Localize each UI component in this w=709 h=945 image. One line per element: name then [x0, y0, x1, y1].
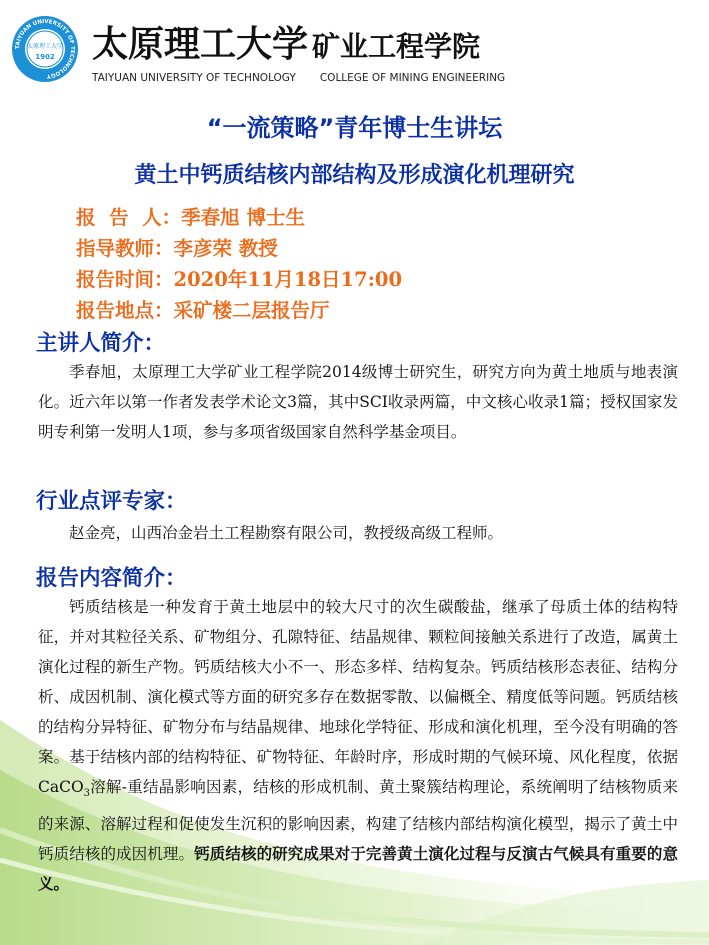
college-name-cn: 矿业工程学院 [312, 30, 481, 63]
header-logo [10, 14, 506, 86]
college-name-en: COLLEGE OF MINING ENGINEERING [319, 72, 506, 84]
seal-cn-text: 太原理工大学 [26, 43, 64, 50]
speaker-intro-heading: 主讲人简介： [36, 331, 166, 356]
abstract-part-2: 溶解-重结晶影响因素，结核的形成机制、黄土聚簇结构理论，系统阐明了结核物质来的来源、溶解过程和促使发生沉积的影响因素，构建了结核内部结构演化模型，揭示了黄土中钙质结核的成因机理。 [38, 778, 678, 864]
brand-english [92, 72, 506, 84]
abstract-subscript: 3 [83, 788, 91, 800]
reviewer-text: 赵金亮，山西冶金岩土工程勘察有限公司，教授级高级工程师。 [69, 524, 504, 542]
abstract-text [38, 592, 678, 899]
university-name-cn: 太原理工大学 [92, 23, 309, 65]
seal-year: 1902 [35, 53, 55, 61]
abstract-conclusion: 钙质结核的研究成果对于完善黄土演化过程与反演古气候具有重要的意义。 [38, 845, 678, 894]
time-value: 2020年11月18日17:00 [173, 268, 403, 291]
speaker-intro-text: 季春旭，太原理工大学矿业工程学院2014级博士研究生，研究方向为黄土地质与地表演化。近六年以第一作者发表学术论文3篇，其中SCI收录两篇，中文核心收录1篇；授权国家发明专利第一发明人1项，参与多项省级国家自然科学基金项目。 [38, 363, 678, 441]
abstract-part-1: 钙质结核是一种发育于黄土地层中的较大尺寸的次生碳酸盐，继承了母质土体的结构特征，并对其粒径关系、矿物组分、孔隙特征、结晶规律、颗粒间接触关系进行了改造，属黄土演化过程的新生产物。钙质结核大小不一、形态多样、结构复杂。钙质结核形态表征、结构分析、成因机制、演化模式等方面的研究多存在数据零散、以偏概全、精度低等问题。钙质结核的结构分异特征、矿物分布与结晶规律、地球化学特征、形成和演化机理，至今没有明确的答案。基于结核内部的结构特征、矿物特征、年龄时序，形成时期的气候环境、风化程度，依据CaCO [38, 598, 678, 796]
abstract-heading: 报告内容简介： [36, 566, 187, 591]
time-label: 报告时间： [76, 268, 174, 291]
speaker-row: 报 告 人：季春旭 博士生 [76, 206, 305, 229]
event-info [76, 202, 402, 326]
place-row: 报告地点：采矿楼二层报告厅 [76, 299, 330, 322]
seal-ring-text: TAIYUAN UNIVERSITY OF TECHNOLOGY [14, 18, 76, 79]
reviewer-heading: 行业点评专家： [36, 489, 187, 514]
brand-chinese [92, 16, 480, 67]
talk-title: 黄土中钙质结核内部结构及形成演化机理研究 [134, 163, 575, 188]
university-name-en: TAIYUAN UNIVERSITY OF TECHNOLOGY [92, 72, 296, 84]
advisor-row: 指导教师：李彦荣 教授 [76, 237, 278, 260]
time-row [76, 264, 402, 295]
series-title: “一流策略”青年博士生讲坛 [206, 114, 503, 142]
university-seal-icon [10, 14, 80, 84]
